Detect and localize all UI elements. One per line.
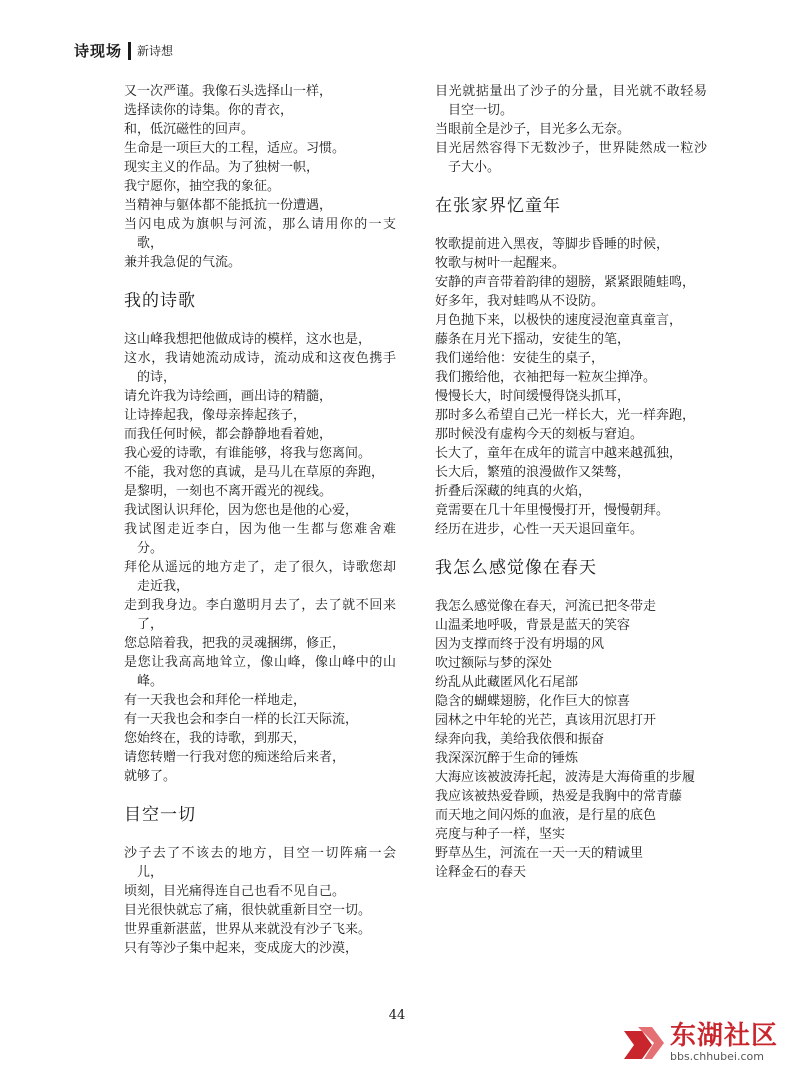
poem-disdain-all bbox=[124, 844, 396, 958]
right-column bbox=[435, 82, 707, 882]
poem-line: 月色抛下来，以极快的速度浸泡童真童言， bbox=[435, 313, 683, 328]
poem-line: 是您让我高高地耸立，像山峰，像山峰中的山峰。 bbox=[124, 655, 396, 689]
poem-line: 这水，我请她流动成诗，流动成和这夜色携手的诗， bbox=[124, 351, 396, 385]
watermark-logo-icon bbox=[622, 1025, 666, 1061]
site-watermark bbox=[622, 1022, 778, 1063]
poem-line: 我试图认识拜伦，因为您也是他的心爱， bbox=[124, 503, 359, 518]
poem-line: 大海应该被波涛托起，波涛是大海倚重的步履 bbox=[435, 770, 696, 785]
poem-line: 我心爱的诗歌，有谁能够，将我与您离间。 bbox=[124, 446, 372, 461]
poem-line: 安静的声音带着韵律的翅膀，紧紧跟随蛙鸣， bbox=[435, 275, 696, 290]
poem-line: 而我任何时候，都会静静地看着她， bbox=[124, 427, 333, 442]
poem-title-disdain-all: 目空一切 bbox=[124, 805, 196, 825]
page-header bbox=[74, 40, 173, 61]
poem-line: 牧歌与树叶一起醒来。 bbox=[435, 256, 566, 271]
poem-line: 现实主义的作品。为了独树一帜， bbox=[124, 160, 320, 175]
poem-zhangjiajie-childhood bbox=[435, 235, 707, 539]
poem-line: 长大后，繁殖的浪漫做作又桀骜， bbox=[435, 465, 631, 480]
poem-line: 牧歌提前进入黑夜，等脚步昏睡的时候， bbox=[435, 237, 670, 252]
poem-line: 而天地之间闪烁的血液，是行星的底色 bbox=[435, 808, 657, 823]
poem-line: 和，低沉磁性的回声。 bbox=[124, 122, 255, 137]
poem-line: 这山峰我想把他做成诗的模样，这水也是， bbox=[124, 332, 372, 347]
poem-line: 园林之中年轮的光芒，真该用沉思打开 bbox=[435, 713, 657, 728]
poem-line: 山温柔地呼吸，背景是蓝天的笑容 bbox=[435, 618, 631, 633]
watermark-url: bbs.chhubei.com bbox=[669, 1050, 764, 1063]
poem-feels-like-spring bbox=[435, 597, 707, 882]
poem-line: 不能，我对您的真诚，是马儿在草原的奔跑， bbox=[124, 465, 385, 480]
poem-line: 纷乱从此藏匿风化石尾部 bbox=[435, 675, 579, 690]
header-divider bbox=[128, 42, 131, 60]
poem-my-poetry bbox=[124, 330, 396, 786]
left-column bbox=[124, 82, 396, 958]
journal-name: 诗现场 bbox=[74, 42, 123, 60]
poem-line: 又一次严谨。我像石头选择山一样， bbox=[124, 84, 333, 99]
poem-line: 顷刻，目光痛得连自己也看不见自己。 bbox=[124, 884, 346, 899]
poem-line: 走到我身边。李白邀明月去了，去了就不回来了， bbox=[124, 598, 396, 632]
poem-line: 我们搬给他，衣袖把每一粒灰尘掸净。 bbox=[435, 370, 657, 385]
poem-line: 绿奔向我，美给我依偎和振奋 bbox=[435, 732, 605, 747]
section-name: 新诗想 bbox=[137, 44, 174, 58]
poem-line: 世界重新湛蓝，世界从来就没有沙子飞来。 bbox=[124, 922, 372, 937]
poem-line: 有一天我也会和拜伦一样地走， bbox=[124, 693, 307, 708]
poem-title-my-poetry: 我的诗歌 bbox=[124, 291, 196, 311]
poem-line: 因为支撑而终于没有坍塌的风 bbox=[435, 637, 605, 652]
poem-line: 目光就掂量出了沙子的分量，目光就不敢轻易目空一切。 bbox=[435, 84, 707, 118]
poem-line: 经历在进步，心性一天天退回童年。 bbox=[435, 522, 644, 537]
poem-line: 折叠后深藏的纯真的火焰， bbox=[435, 484, 592, 499]
poem-line: 选择读你的诗集。你的青衣， bbox=[124, 103, 294, 118]
poem-line: 野草丛生，河流在一天一天的精诚里 bbox=[435, 846, 644, 861]
poem-line: 好多年，我对蛙鸣从不设防。 bbox=[435, 294, 605, 309]
poem-line: 请您转赠一行我对您的痴迷给后来者， bbox=[124, 750, 346, 765]
poem-line: 诠释金石的春天 bbox=[435, 865, 527, 880]
poem-line: 沙子去了不该去的地方，目空一切阵痛一会儿， bbox=[124, 846, 396, 880]
poem-title-zhangjiajie-childhood: 在张家界忆童年 bbox=[435, 196, 561, 216]
poem-line: 我试图走近李白，因为他一生都与您难舍难分。 bbox=[124, 522, 396, 556]
poem-line: 兼并我急促的气流。 bbox=[124, 255, 242, 270]
poem-line: 当闪电成为旗帜与河流，那么请用你的一支歌， bbox=[124, 217, 396, 251]
poem-line: 目光很快就忘了痛，很快就重新目空一切。 bbox=[124, 903, 372, 918]
poem-line: 长大了，童年在成年的谎言中越来越孤独， bbox=[435, 446, 683, 461]
poem-line: 有一天我也会和李白一样的长江天际流， bbox=[124, 712, 359, 727]
continued-poem bbox=[124, 82, 396, 272]
poem-line: 当眼前全是沙子，目光多么无奈。 bbox=[435, 122, 631, 137]
page-number: 44 bbox=[388, 1008, 406, 1023]
poem-line: 我深深沉醉于生命的锤炼 bbox=[435, 751, 579, 766]
poem-line: 我宁愿你，抽空我的象征。 bbox=[124, 179, 281, 194]
poem-line: 我怎么感觉像在春天，河流已把冬带走 bbox=[435, 599, 657, 614]
poem-line: 只有等沙子集中起来，变成庞大的沙漠， bbox=[124, 941, 359, 956]
poem-line: 拜伦从遥远的地方走了，走了很久，诗歌您却走近我， bbox=[124, 560, 396, 594]
poem-line: 是黎明，一刻也不离开霞光的视线。 bbox=[124, 484, 333, 499]
poem-line: 生命是一项巨大的工程，适应。习惯。 bbox=[124, 141, 346, 156]
continued-poem bbox=[435, 82, 707, 177]
poem-line: 请允许我为诗绘画，画出诗的精髓， bbox=[124, 389, 333, 404]
poem-line: 竟需要在几十年里慢慢打开，慢慢朝拜。 bbox=[435, 503, 670, 518]
poem-line: 您始终在，我的诗歌，到那天， bbox=[124, 731, 307, 746]
poem-line: 那时多么希望自己光一样长大，光一样奔跑， bbox=[435, 408, 696, 423]
poem-line: 目光居然容得下无数沙子，世界陡然成一粒沙子大小。 bbox=[435, 141, 707, 175]
poem-line: 我应该被热爱眷顾，热爱是我胸中的常青藤 bbox=[435, 789, 683, 804]
poem-line: 那时候没有虚构今天的刻板与窘迫。 bbox=[435, 427, 644, 442]
poem-line: 隐含的蝴蝶翅膀，化作巨大的惊喜 bbox=[435, 694, 631, 709]
poem-line: 我们递给他：安徒生的桌子， bbox=[435, 351, 605, 366]
poem-line: 慢慢长大，时间缓慢得饶头抓耳， bbox=[435, 389, 631, 404]
poem-line: 就够了。 bbox=[124, 769, 177, 784]
poem-line: 亮度与种子一样，坚实 bbox=[435, 827, 566, 842]
watermark-name: 东湖社区 bbox=[669, 1021, 778, 1051]
poem-line: 藤条在月光下摇动，安徒生的笔， bbox=[435, 332, 631, 347]
poem-line: 吹过额际与梦的深处 bbox=[435, 656, 553, 671]
poem-line: 您总陪着我，把我的灵魂捆绑，修正， bbox=[124, 636, 346, 651]
poem-line: 让诗捧起我，像母亲捧起孩子， bbox=[124, 408, 307, 423]
poem-title-feels-like-spring: 我怎么感觉像在春天 bbox=[435, 558, 597, 578]
poem-line: 当精神与躯体都不能抵抗一份遭遇， bbox=[124, 198, 333, 213]
